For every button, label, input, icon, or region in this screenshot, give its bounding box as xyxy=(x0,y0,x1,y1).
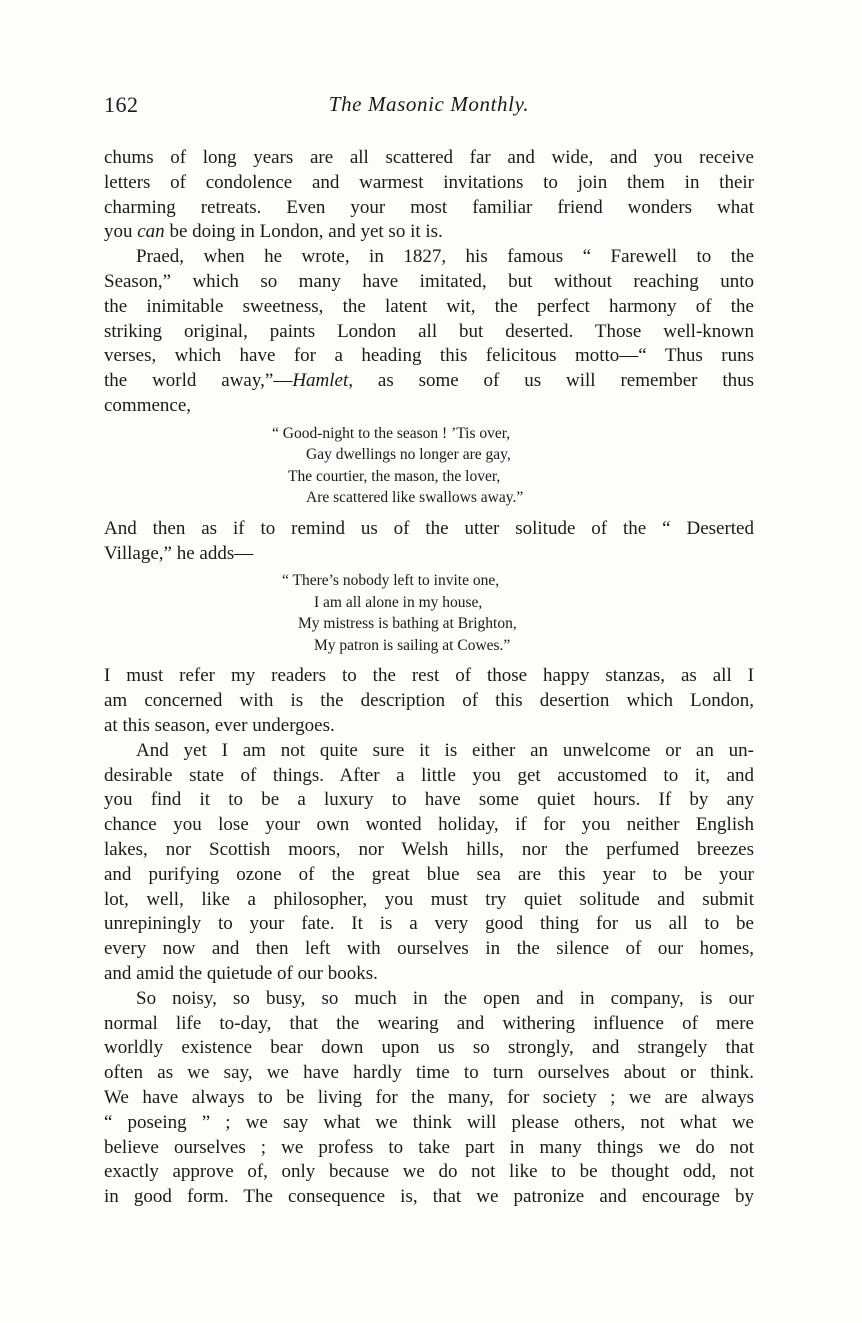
verse-quotation-2 xyxy=(104,570,754,656)
text-line xyxy=(104,220,754,245)
text-line: in good form. The consequence is, that we patronize and encourage by xyxy=(104,1186,754,1208)
text-line: am concerned with is the description of this desertion which London, xyxy=(104,690,754,712)
verse-line: Gay dwellings no longer are gay, xyxy=(306,446,511,464)
verse-line: The courtier, the mason, the lover, xyxy=(288,467,501,485)
text-line: chums of long years are all scattered far and wide, and you receive xyxy=(104,147,754,168)
verse-line: My mistress is bathing at Brighton, xyxy=(298,615,517,633)
text-line xyxy=(104,369,754,394)
text-line: striking original, paints London all but deserted. Those well-known xyxy=(104,320,754,342)
verse-quotation-1 xyxy=(104,423,754,509)
article-body xyxy=(104,146,754,1210)
text-line: So noisy, so busy, so much in the open and in company, is our xyxy=(136,987,754,1009)
italic-word: Hamlet, xyxy=(292,370,354,392)
paragraph-2 xyxy=(104,245,754,419)
text-line: And then as if to remind us of the utter solitude of the “ Deserted xyxy=(104,517,754,539)
text-line: lot, well, like a philosopher, you must try quiet solitude and submit xyxy=(104,888,754,910)
text-line: letters of condolence and warmest invitations to join them in their xyxy=(104,171,754,193)
text-line: chance you lose your own wonted holiday, if for you neither English xyxy=(104,814,754,836)
text-line: We have always to be living for the many, for society ; we are always xyxy=(104,1086,754,1108)
text-line: every now and then left with ourselves in the silence of our homes, xyxy=(104,938,754,960)
text-line: lakes, nor Scottish moors, nor Welsh hills, nor the perfumed breezes xyxy=(104,838,754,860)
text-line: desirable state of things. After a little you get accustomed to it, and xyxy=(104,764,754,786)
paragraph-5 xyxy=(104,739,754,987)
text-line: And yet I am not quite sure it is either an unwelcome or an un- xyxy=(136,739,754,761)
text-line: Village,” he adds— xyxy=(104,542,254,564)
text-line: charming retreats. Even your most familiar friend wonders what xyxy=(104,196,754,218)
verse-line: I am all alone in my house, xyxy=(314,593,483,611)
page-header xyxy=(104,92,754,124)
text-line: Praed, when he wrote, in 1827, his famous “ Farewell to the xyxy=(136,246,754,268)
italic-word: can xyxy=(137,221,165,243)
text-fragment: be doing in London, and yet so it is. xyxy=(164,221,443,243)
paragraph-6 xyxy=(104,987,754,1210)
text-fragment: the world away,”— xyxy=(104,370,293,392)
verse-line: “ Good-night to the season ! ’Tis over, xyxy=(272,424,511,442)
text-line: normal life to-day, that the wearing and withering influence of mere xyxy=(104,1012,754,1034)
paragraph-4 xyxy=(104,664,754,738)
text-line: unrepiningly to your fate. It is a very good thing for us all to be xyxy=(104,913,754,935)
verse-line: “ There’s nobody left to invite one, xyxy=(282,572,500,590)
text-line: commence, xyxy=(104,394,192,416)
text-line: I must refer my readers to the rest of those happy stanzas, as all I xyxy=(104,665,754,687)
text-line: often as we say, we have hardly time to turn ourselves about or think. xyxy=(104,1062,754,1084)
text-line: believe ourselves ; we profess to take part in many things we do not xyxy=(104,1136,754,1158)
text-fragment: you xyxy=(104,221,138,243)
running-title: The Masonic Monthly. xyxy=(328,92,530,116)
text-line: worldly existence bear down upon us so strongly, and strangely that xyxy=(104,1037,754,1059)
verse-line: Are scattered like swallows away.” xyxy=(306,489,524,507)
text-line: the inimitable sweetness, the latent wit, the perfect harmony of the xyxy=(104,295,754,317)
text-line: Season,” which so many have imitated, but without reaching unto xyxy=(104,270,754,292)
paragraph-3 xyxy=(104,517,754,567)
text-line: “ poseing ” ; we say what we think will please others, not what we xyxy=(104,1111,754,1133)
text-line: you find it to be a luxury to have some quiet hours. If by any xyxy=(104,789,754,811)
text-line: and amid the quietude of our books. xyxy=(104,962,378,984)
verse-line: My patron is sailing at Cowes.” xyxy=(314,636,511,654)
page-number: 162 xyxy=(104,92,139,117)
text-line: verses, which have for a heading this felicitous motto—“ Thus runs xyxy=(104,345,754,367)
text-fragment: as some of us will remember thus xyxy=(353,370,755,392)
text-line: exactly approve of, only because we do not like to be thought odd, not xyxy=(104,1161,754,1183)
text-line: and purifying ozone of the great blue sea are this year to be your xyxy=(104,863,754,885)
text-line: at this season, ever undergoes. xyxy=(104,714,335,736)
paragraph-1 xyxy=(104,146,754,245)
